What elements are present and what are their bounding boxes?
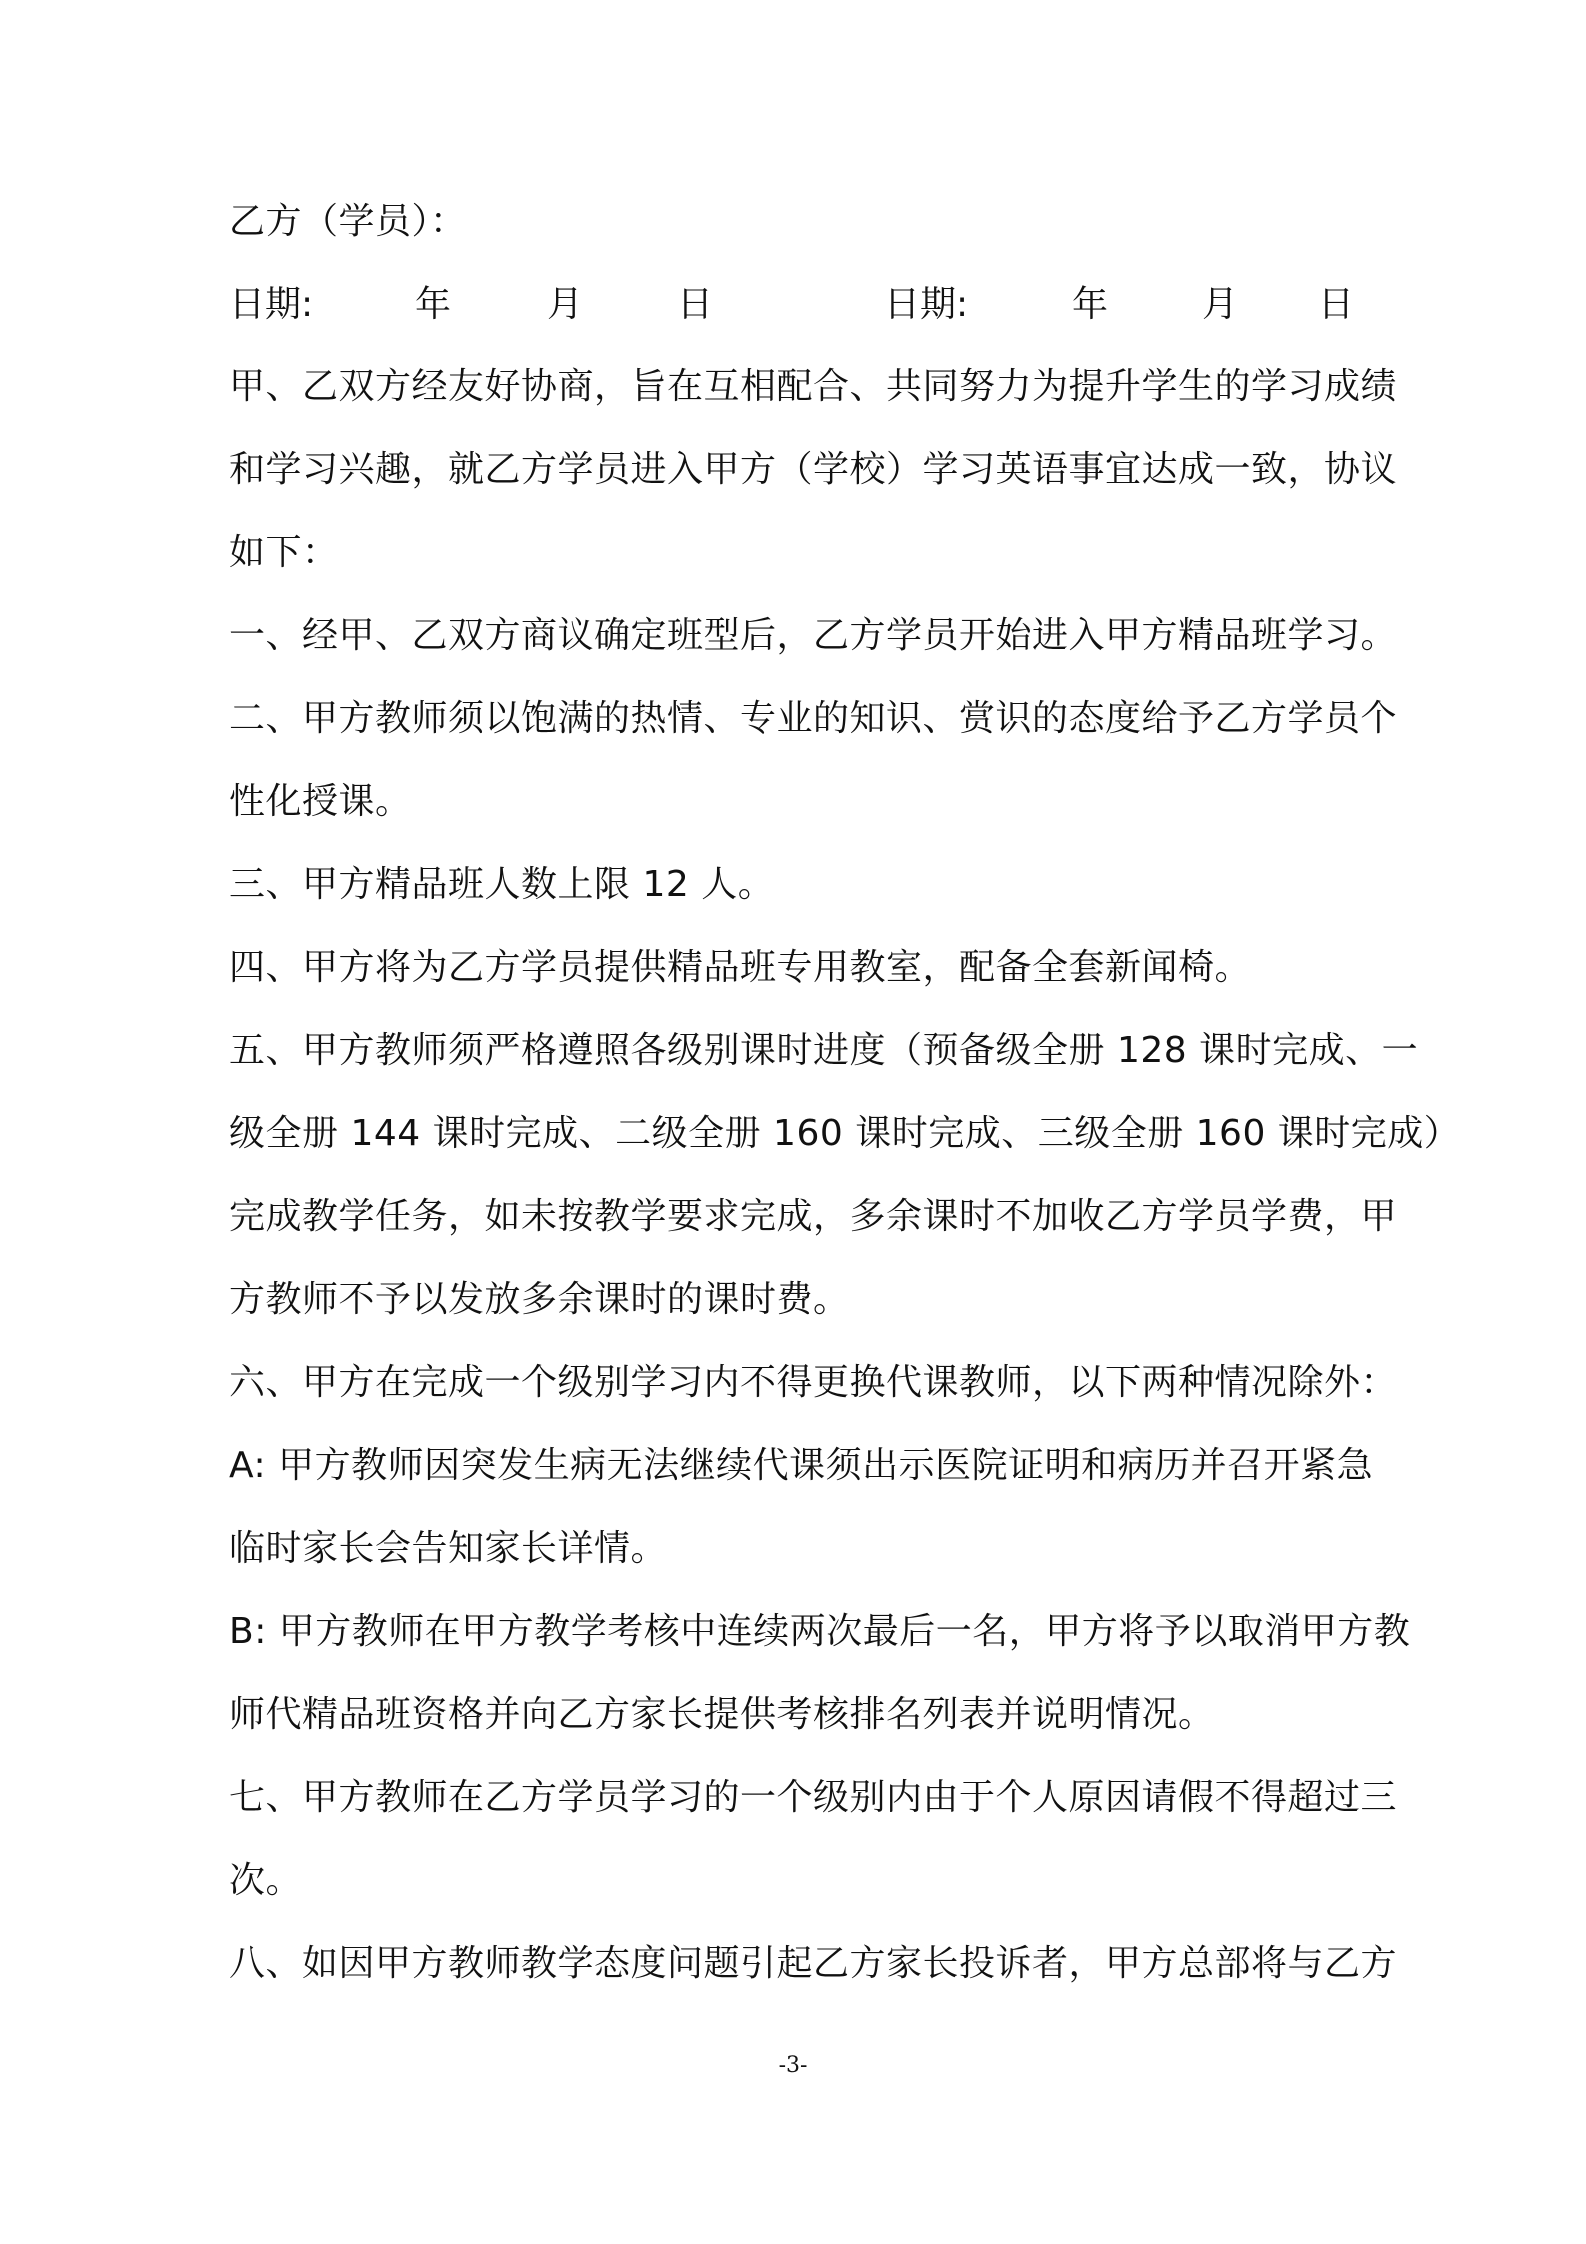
clause-6-item-b: B: 甲方教师在甲方教学考核中连续两次最后一名，甲方将予以取消甲方教 — [229, 1611, 1411, 1652]
clause-2-continued: 性化授课。 — [229, 781, 412, 822]
clause-2: 二、甲方教师须以饱满的热情、专业的知识、赏识的态度给予乙方学员个 — [229, 698, 1398, 739]
clause-1: 一、经甲、乙双方商议确定班型后，乙方学员开始进入甲方精品班学习。 — [229, 615, 1398, 656]
clause-5: 五、甲方教师须严格遵照各级别课时进度（预备级全册 128 课时完成、一 — [229, 1030, 1419, 1071]
clause-6: 六、甲方在完成一个级别学习内不得更换代课教师，以下两种情况除外： — [229, 1362, 1398, 1403]
date-year-right: 年 — [1072, 284, 1109, 325]
clause-4: 四、甲方将为乙方学员提供精品班专用教室，配备全套新闻椅。 — [229, 947, 1252, 988]
date-label-right: 日期: — [884, 284, 969, 325]
clause-6-item-a: A: 甲方教师因突发生病无法继续代课须出示医院证明和病历并召开紧急 — [229, 1445, 1374, 1486]
clause-6-item-b-continued: 师代精品班资格并向乙方家长提供考核排名列表并说明情况。 — [229, 1694, 1215, 1735]
date-month-right: 月 — [1202, 284, 1239, 325]
clause-8: 八、如因甲方教师教学态度问题引起乙方家长投诉者，甲方总部将与乙方 — [229, 1943, 1398, 1984]
date-day-right: 日 — [1318, 284, 1355, 325]
clause-5-continued: 级全册 144 课时完成、二级全册 160 课时完成、三级全册 160 课时完成） — [229, 1113, 1461, 1154]
clause-5-continued: 方教师不予以发放多余课时的课时费。 — [229, 1279, 850, 1320]
date-day-left: 日 — [677, 284, 714, 325]
date-year-left: 年 — [415, 284, 452, 325]
clause-3: 三、甲方精品班人数上限 12 人。 — [229, 864, 775, 905]
date-month-left: 月 — [547, 284, 584, 325]
paragraph-line: 和学习兴趣，就乙方学员进入甲方（学校）学习英语事宜达成一致，协议 — [229, 449, 1398, 490]
paragraph-line: 如下： — [229, 532, 339, 573]
clause-7-continued: 次。 — [229, 1860, 303, 1901]
clause-6-item-a-continued: 临时家长会告知家长详情。 — [229, 1528, 668, 1569]
paragraph-line: 甲、乙双方经友好协商，旨在互相配合、共同努力为提升学生的学习成绩 — [229, 366, 1398, 407]
date-label-left: 日期: — [229, 284, 314, 325]
party-b-label: 乙方（学员）： — [229, 201, 467, 242]
page-number: -3- — [778, 2053, 808, 2078]
clause-5-continued: 完成教学任务，如未按教学要求完成，多余课时不加收乙方学员学费，甲 — [229, 1196, 1398, 1237]
clause-7: 七、甲方教师在乙方学员学习的一个级别内由于个人原因请假不得超过三 — [229, 1777, 1398, 1818]
